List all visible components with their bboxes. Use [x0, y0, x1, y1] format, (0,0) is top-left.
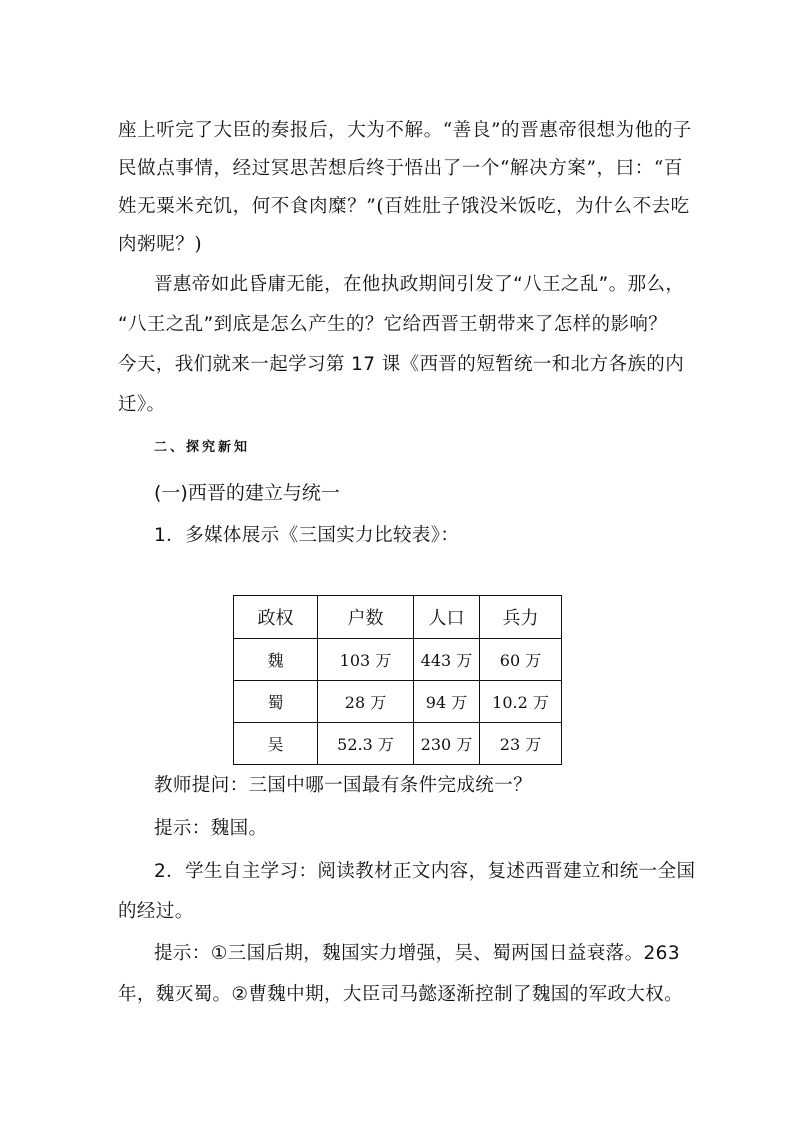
hint-2-line-2: 年，魏灭蜀。②曹魏中期，大臣司马懿逐渐控制了魏国的军政大权。 — [118, 984, 684, 1005]
intro-line-3: 今天，我们就来一起学习第 17 课《西晋的短暂统一和北方各族的内 — [118, 354, 685, 375]
story-line-1: 座上听完了大臣的奏报后，大为不解。“善良”的晋惠帝很想为他的子 — [118, 120, 693, 141]
table-cell: 60 万 — [480, 639, 562, 681]
section-heading: 二、探究新知 — [154, 440, 251, 455]
table-header-cell: 兵力 — [480, 596, 562, 639]
intro-line-1: 晋惠帝如此昏庸无能，在他执政期间引发了“八王之乱”。那么， — [154, 274, 685, 295]
table-cell: 94 万 — [414, 681, 480, 723]
table-cell: 28 万 — [318, 681, 414, 723]
table-cell: 吴 — [234, 723, 318, 765]
table-cell: 443 万 — [414, 639, 480, 681]
table-cell: 魏 — [234, 639, 318, 681]
hint-1: 提示：魏国。 — [154, 818, 268, 839]
subsection-heading: (一)西晋的建立与统一 — [154, 482, 340, 504]
table-header-cell: 户数 — [318, 596, 414, 639]
three-kingdoms-power-table — [233, 595, 562, 765]
table-header-row — [234, 596, 562, 639]
table-cell: 蜀 — [234, 681, 318, 723]
table-header-cell: 人口 — [414, 596, 480, 639]
hint-2-line-1: 提示：①三国后期，魏国实力增强，吴、蜀两国日益衰落。263 — [154, 943, 680, 964]
story-line-2: 民做点事情，经过冥思苦想后终于悟出了一个“解决方案”，曰：“百 — [118, 158, 683, 179]
story-line-4: 肉粥呢？) — [118, 234, 203, 255]
table-cell: 10.2 万 — [480, 681, 562, 723]
intro-line-4: 迁》。 — [118, 394, 166, 415]
table-row — [234, 681, 562, 723]
item-1-text: 1．多媒体展示《三国实力比较表》： — [154, 525, 460, 546]
table-header-cell: 政权 — [234, 596, 318, 639]
teacher-question: 教师提问：三国中哪一国最有条件完成统一？ — [154, 775, 533, 796]
table-cell: 23 万 — [480, 723, 562, 765]
story-line-3: 姓无粟米充饥，何不食肉糜？”(百姓肚子饿没米饭吃，为什么不去吃 — [118, 196, 690, 217]
intro-line-2: “八王之乱”到底是怎么产生的？它给西晋王朝带来了怎样的影响？ — [118, 314, 668, 335]
table-row — [234, 723, 562, 765]
table-cell: 52.3 万 — [318, 723, 414, 765]
table-cell: 103 万 — [318, 639, 414, 681]
item-2-line-2: 的经过。 — [118, 901, 194, 922]
table-cell: 230 万 — [414, 723, 480, 765]
item-2-line-1: 2．学生自主学习：阅读教材正文内容，复述西晋建立和统一全国 — [154, 861, 696, 882]
table-row — [234, 639, 562, 681]
